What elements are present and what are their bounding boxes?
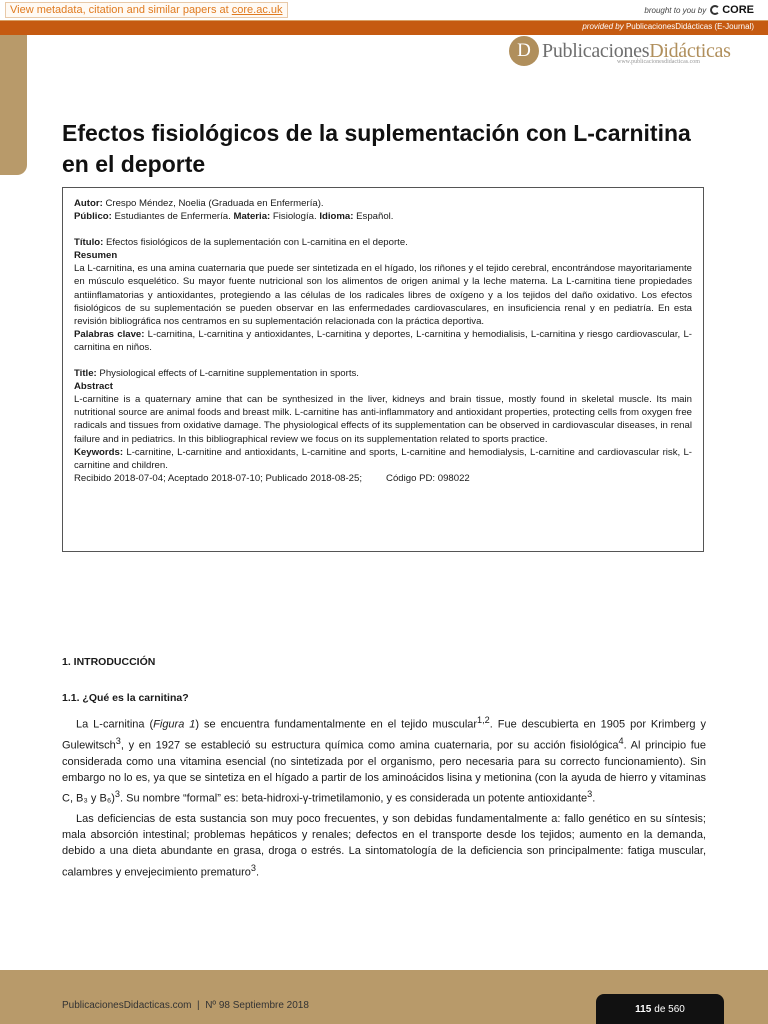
keywords-line	[74, 446, 692, 472]
citation: 1,2	[477, 715, 490, 725]
page-total: de 560	[654, 1003, 685, 1015]
author-line	[74, 197, 692, 210]
paragraph-1: La L-carnitina (Figura 1) se encuentra fundamentalmente en el tejido muscular$^{1,2}$. Fue descubierta en 1905 por Krimberg y Gulewitsch$^3$, y en 1927 se estableció su estructura química como amina cuaternaria, por su acción fisiológica$^4$. Al principio fue considerada como una vitamina esencial (no sintetizada por el organismo, pero necesaria para su correcto funcionamiento). Sin embargo no lo es, ya que se sintetiza en el hígado a partir de los aminoácidos lisina y metionina (con la ayuda de hierro y vitaminas C, B₃ y B₆)$^3$. Su nombre “formal” es: beta-hidroxi-γ-trimetilamonio, y es considerada un potente antioxidante$^3$.	[62, 715, 706, 805]
title-label: Title:	[74, 368, 97, 380]
citation: 3	[115, 735, 121, 746]
subject-value: Fisiología.	[272, 211, 317, 223]
subject-label: Materia:	[233, 211, 271, 223]
core-header-bar	[0, 0, 768, 21]
core-link[interactable]: core.ac.uk	[231, 4, 283, 16]
dates-line	[74, 472, 692, 485]
resumen-text: La L-carnitina, es una amina cuaternaria que puede ser sintetizada en el hígado, los riñones y el tejido cerebral, encontrándose mayoritariamente en músculo esquelético. Su mayor fuente nutricional son los alimentos de origen animal y la leche materna. La L-carnitina tiene propiedades antiinflamatorias y antioxidantes, protegiendo a las células de los radicales libres de oxígeno y a los tejidos del daño oxidativo. Los efectos fisiológicos de su suplementación se pueden observar en las enfermedades cardiovasculares, en insuficiencia renal y en pediatría. En esta revisión bibliográfica nos centramos en su suplementación relacionada con la práctica deportiva.	[74, 263, 692, 327]
title-line	[74, 367, 692, 380]
provided-by-text	[582, 22, 754, 31]
keywords-value: L-carnitine, L-carnitine and antioxidants, L-carnitine and sports, L-carnitine and hemodialysis, L-carnitine and cardiovascular risk, L-carnitine and children.	[74, 446, 693, 471]
core-label: CORE	[722, 4, 754, 16]
palabras-clave-value: L-carnitina, L-carnitina y antioxidantes, L-carnitina y deportes, L-carnitina y hemodialisis, L-carnitina y riesgo cardiovascular, L-carnitina en niños.	[74, 328, 692, 353]
citation: 3	[250, 862, 257, 873]
audience-label: Público:	[74, 211, 112, 223]
resumen-heading: Resumen	[74, 250, 118, 262]
core-logo[interactable]	[710, 4, 754, 16]
page-current: 115	[635, 1003, 652, 1015]
subsection-heading: 1.1. ¿Qué es la carnitina?	[62, 692, 189, 704]
author-value: Crespo Méndez, Noelia (Graduada en Enfermería).	[105, 198, 324, 209]
author-label: Autor:	[74, 198, 103, 209]
brought-by	[644, 4, 754, 16]
provided-by-bar	[0, 21, 768, 35]
received-dates: Recibido 2018-07-04; Aceptado 2018-07-10; Publicado 2018-08-25;	[74, 472, 363, 484]
provided-source[interactable]: PublicacionesDidácticas (E-Journal)	[625, 22, 754, 31]
provided-prefix: provided by	[582, 22, 624, 31]
language-value: Español.	[356, 211, 394, 223]
pd-code: Código PD: 098022	[386, 472, 470, 484]
abstract-text: L-carnitine is a quaternary amine that can be synthesized in the liver, kidneys and brain tissue, mostly found in skeletal muscle. Its main nutritional source are animal foods and breast milk. L-carnitine has anti-inflammatory and antioxidant properties, protecting cells from oxygen free radicals and tissues from oxidative damage. The physiological effects of its supplementation can be observed in cardiovascular diseases, in renal failure and in pediatrics. In this bibliographical review we focus on its supplementation related to sports practice.	[74, 394, 692, 445]
citation: 3	[114, 789, 121, 800]
palabras-clave-line	[74, 328, 692, 354]
citation: 3	[587, 789, 593, 800]
abstract-box	[62, 187, 704, 552]
figure-reference[interactable]: Figura 1	[153, 718, 196, 731]
journal-issue: PublicacionesDidacticas.com | Nº 98 Septiembre 2018	[62, 1000, 309, 1011]
logo-mark-icon: D	[509, 36, 539, 66]
metadata-text: View metadata, citation and similar papers at	[10, 4, 229, 16]
keywords-label: Keywords:	[74, 446, 124, 458]
titulo-label: Título:	[74, 237, 104, 249]
paragraph-2: Las deficiencias de esta sustancia son muy poco frecuentes, y son debidas fundamentalmente a: fallo genético en su síntesis; mala absorción intestinal; problemas hepáticos y renales; defectos en el transporte desde los tejidos; aumento en la demanda, debido a una dieta abundante en grasa, droga o estrés. La sintomatología de la deficiencia son principalmente: fatiga muscular, calambres y envejecimiento prematuro$^3$.	[62, 813, 706, 879]
logo-url: www.publicacionesdidacticas.com	[617, 59, 700, 65]
core-logo-icon	[710, 5, 720, 15]
page-number-badge	[596, 994, 724, 1024]
citation: 4	[618, 735, 624, 746]
logo-name-part2: Didácticas	[649, 39, 731, 62]
audience-line	[74, 210, 692, 223]
audience-value: Estudiantes de Enfermería.	[114, 211, 231, 223]
side-tab-decoration	[0, 35, 27, 175]
logo-name-part1: Publicaciones	[542, 39, 650, 62]
section-heading: 1. INTRODUCCIÓN	[62, 656, 156, 668]
titulo-line	[74, 236, 692, 249]
brought-by-text: brought to you by	[644, 5, 707, 15]
language-label: Idioma:	[319, 211, 354, 223]
metadata-notice	[5, 2, 288, 18]
palabras-clave-label: Palabras clave:	[74, 328, 145, 340]
title-value: Physiological effects of L-carnitine supplementation in sports.	[99, 368, 359, 380]
page-footer	[0, 970, 768, 1024]
titulo-value: Efectos fisiológicos de la suplementación con L-carnitina en el deporte.	[105, 237, 408, 249]
abstract-heading: Abstract	[74, 381, 113, 393]
article-title: Efectos fisiológicos de la suplementación con L-carnitina en el deporte	[62, 120, 691, 177]
